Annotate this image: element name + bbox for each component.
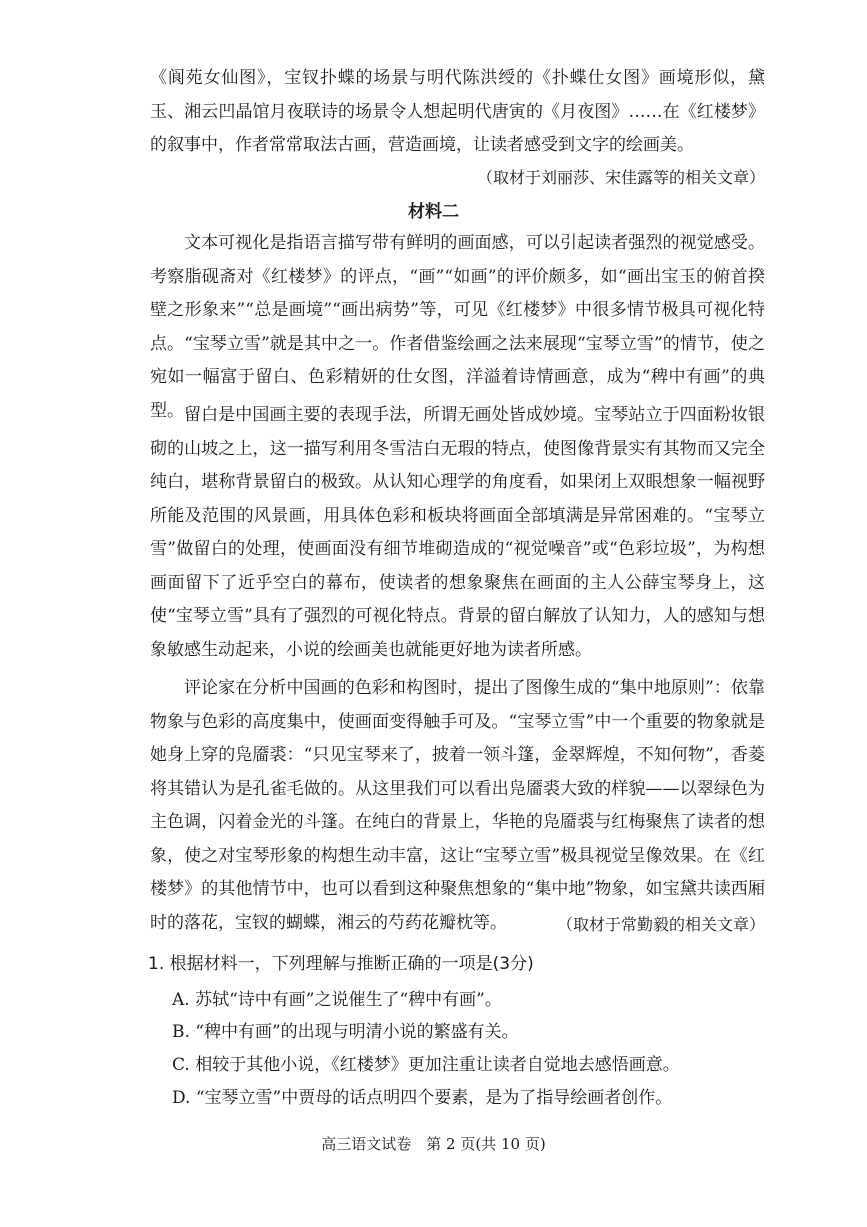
material2-source: （取材于常勤毅的相关文章） [556, 915, 765, 934]
material2-paragraph-2: 留白是中国画主要的表现手法，所谓无画处皆成妙境。宝琴站立于四面粉妆银砌的山坡之上，这一描写利用冬雪洁白无瑕的特点，使图像背景实有其物而又完全纯白，堪称背景留白的极致。从认知心理学的角度看，如果闭上双眼想象一幅视野所能及范围的风景画，用具体色彩和板块将画面全部填满是异常困难的。“宝琴立雪”做留白的处理，使画面没有细节堆砌造成的“视觉噪音”或“色彩垃圾”，为构想画面留下了近乎空白的幕布，使读者的想象聚焦在画面的主人公薛宝琴身上，这使“宝琴立雪”具有了强烈的可视化特点。背景的留白解放了认知力，人的感知与想象敏感生动起来，小说的绘画美也就能更好地为读者所感。 [150, 405, 765, 660]
material2-heading: 材料二 [408, 202, 459, 222]
material1-tail-paragraph: 《阆苑女仙图》，宝钗扑蝶的场景与明代陈洪绶的《扑蝶仕女图》画境形似，黛玉、湘云凹晶馆月夜联诗的场景令人想起明代唐寅的《月夜图》……在《红楼梦》的叙事中，作者常常取法古画，营造画境，让读者感受到文字的绘画美。 [150, 68, 765, 155]
material2-paragraph-1: 文本可视化是指语言描写带有鲜明的画面感，可以引起读者强烈的视觉感受。考察脂砚斋对《红楼梦》的评点，“画”“如画”的评价颇多，如“画出宝玉的俯首揆壁之形象来”“总是画境”“画出病势”等，可见《红楼梦》中很多情节极具可视化特点。“宝琴立雪”就是其中之一。作者借鉴绘画之法来展现“宝琴立雪”的情节，使之宛如一幅富于留白、色彩精妍的仕女图，洋溢着诗情画意，成为“稗中有画”的典型。 [150, 233, 765, 421]
question-1-option-c: C. 相较于其他小说，《红楼梦》更加注重让读者自觉地去感悟画意。 [172, 1055, 680, 1075]
question-1-stem: 1. 根据材料一，下列理解与推断正确的一项是(3分) [148, 954, 534, 974]
question-1-option-b: B. “稗中有画”的出现与明清小说的繁盛有关。 [172, 1022, 519, 1042]
material1-source: （取材于刘丽莎、宋佳露等的相关文章） [476, 168, 765, 187]
question-1-option-d: D. “宝琴立雪”中贾母的话点明四个要素，是为了指导绘画者创作。 [172, 1088, 673, 1108]
page-footer: 高三语文试卷 第 2 页(共 10 页) [321, 1135, 546, 1153]
question-1-option-a: A. 苏轼“诗中有画”之说催生了“稗中有画”。 [172, 990, 502, 1010]
material2-paragraph-3: 评论家在分析中国画的色彩和构图时，提出了图像生成的“集中地原则”：依靠物象与色彩的高度集中，使画面变得触手可及。“宝琴立雪”中一个重要的物象就是她身上穿的凫靥裘：“只见宝琴来了，披着一领斗篷，金翠辉煌，不知何物”，香菱将其错认为是孔雀毛做的。从这里我们可以看出凫靥裘大致的样貌——以翠绿色为主色调，闪着金光的斗篷。在纯白的背景上，华艳的凫靥裘与红梅聚焦了读者的想象，使之对宝琴形象的构想生动丰富，这让“宝琴立雪”极具视觉呈像效果。在《红楼梦》的其他情节中，也可以看到这种聚焦想象的“集中地”物象，如宝黛共读西厢时的落花，宝钗的蝴蝶，湘云的芍药花瓣枕等。 [150, 678, 765, 933]
